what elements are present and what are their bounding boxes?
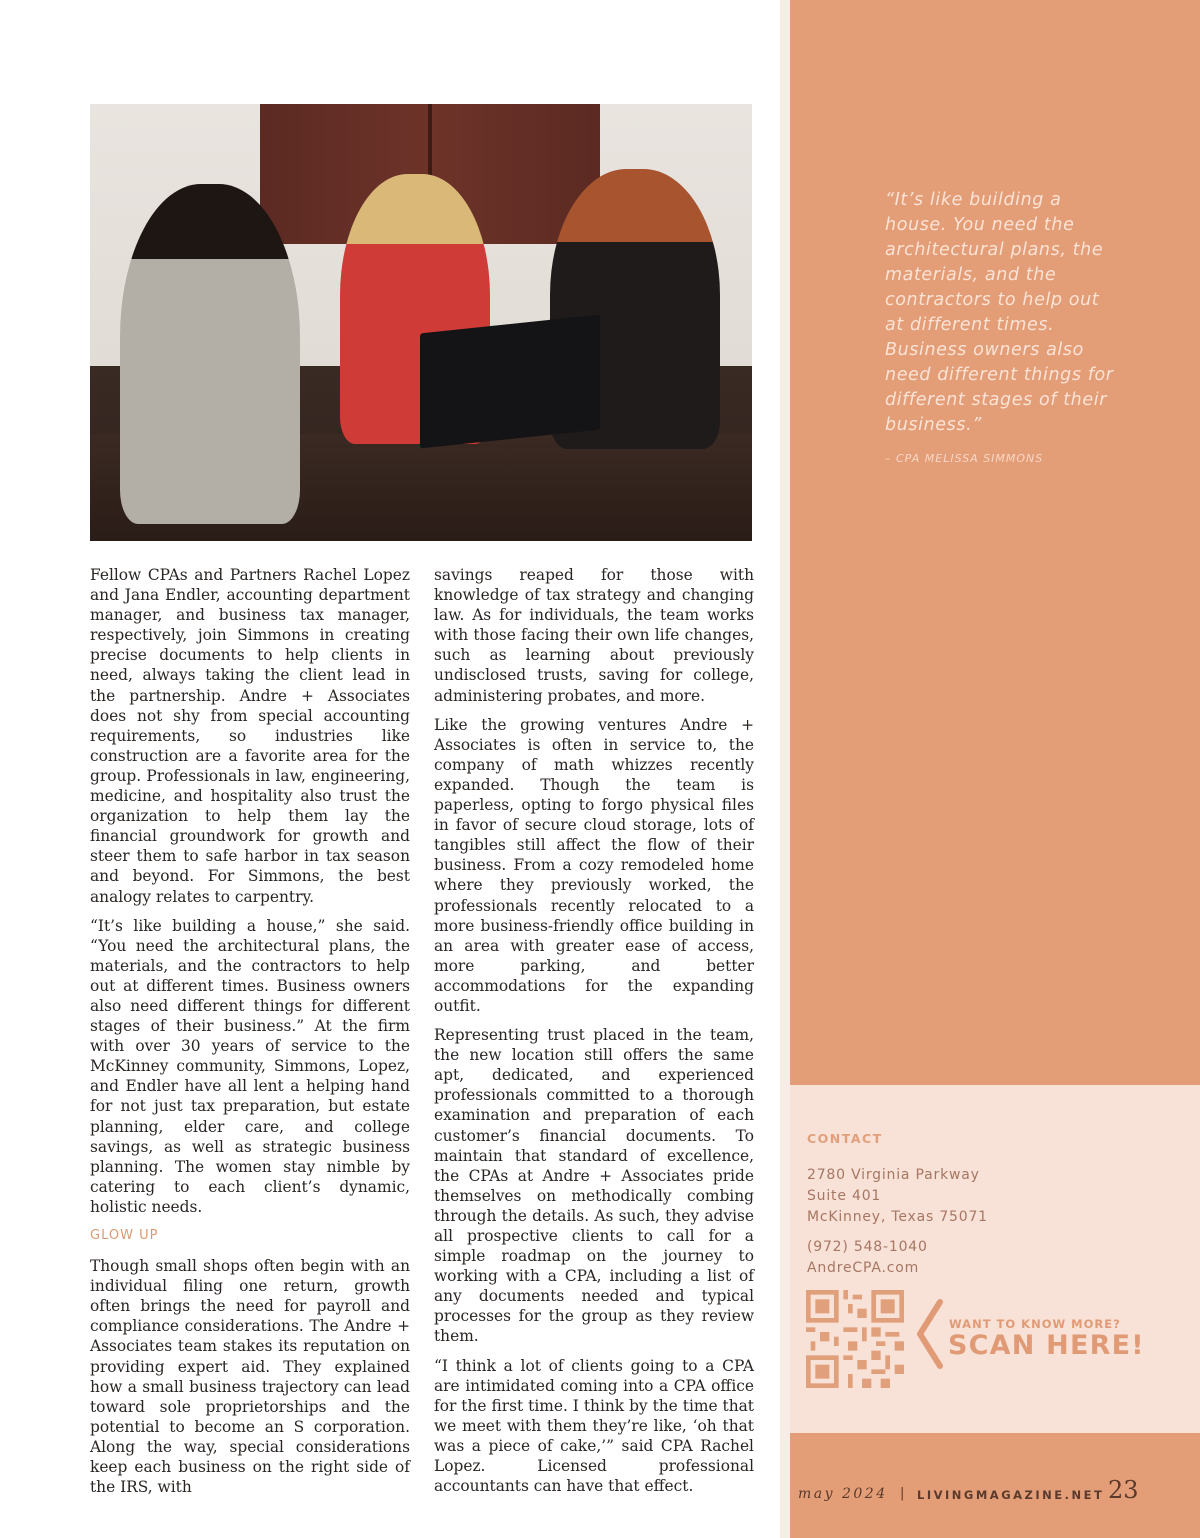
paragraph: Like the growing ventures Andre + Associates is often in service to, the company of math whizzes recently expanded. Though the team is paperless, opting to forgo physical files in favor of secure cloud storage, lots of tangibles still affect the flow of their business. From a cozy remodeled home where they previously worked, the professionals recently relocated to a more business-friendly office building in an area with greater ease of access, more parking, and better accommodations for the expanding outfit. <box>434 715 754 1015</box>
website-link[interactable]: AndreCPA.com <box>807 1260 920 1276</box>
address-line: 2780 Virginia Parkway <box>807 1167 980 1183</box>
address-line: McKinney, Texas 75071 <box>807 1209 988 1225</box>
page-number: 23 <box>1108 1476 1139 1504</box>
paragraph: Representing trust placed in the team, the new location still offers the same apt, dedicated, and experienced professionals committed to a thorough examination and preparation of each customer’s financial documents. To maintain that standard of excellence, the CPAs at Andre + Associates pride themselves on methodically combing through the details. As such, they advise all prospective clients to call for a simple roadmap on the journey to working with a CPA, including a list of any documents needed and typical processes for the group as they review them. <box>434 1026 754 1346</box>
qr-code-icon[interactable] <box>806 1290 904 1388</box>
footer-site[interactable]: LIVINGMAGAZINE.NET <box>917 1488 1105 1502</box>
sidebar-quote-panel <box>790 0 1200 1085</box>
article-column-left <box>90 565 410 1506</box>
pull-quote: “It’s like building a house. You need the architectural plans, the materials, and the contractors to help out at different times. Business owners also need different things for different stages of their business.” <box>885 190 1114 435</box>
photo-person-left <box>120 184 300 524</box>
address-line: Suite 401 <box>807 1188 882 1204</box>
paragraph: savings reaped for those with knowledge of tax strategy and changing law. As for individuals, the team works with those facing their own life changes, such as learning about previously undisclosed trusts, saving for college, administering probates, and more. <box>434 566 754 705</box>
section-subhead: GLOW UP <box>90 1228 159 1243</box>
cta-want-to-know: WANT TO KNOW MORE? <box>949 1317 1121 1331</box>
footer-separator: | <box>900 1486 905 1501</box>
paragraph: Fellow CPAs and Partners Rachel Lopez and Jana Endler, accounting department manager, and business tax manager, respectively, join Simmons in creating precise documents to help clients in need, always taking the client lead in the partnership. Andre + Associates does not shy from special accounting requirements, so industries like construction are a favorite area for the group. Professionals in law, engineering, medicine, and hospitality also trust the organization to help them lay the financial groundwork for growth and steer them to safe harbor in tax season and beyond. For Simmons, the best analogy relates to carpentry. <box>90 566 410 906</box>
article-photo <box>90 104 752 541</box>
photo-laptop <box>420 315 600 449</box>
paragraph: Though small shops often begin with an individual filing one return, growth often brings the need for payroll and compliance considerations. The Andre + Associates team stakes its reputation on providing expert aid. They explained how a small business trajectory can lead toward sole proprietorships and the potential to become an S corporation. Along the way, special considerations keep each business on the right side of the IRS, with <box>90 1257 410 1497</box>
chevron-left-icon <box>912 1298 946 1370</box>
contact-heading: CONTACT <box>807 1131 883 1146</box>
sidebar-gutter <box>780 0 790 1538</box>
paragraph: “It’s like building a house,” she said. “You need the architectural plans, the materials, and the contractors to help out at different times. Business owners also need different things for different stages of their business.” At the firm with over 30 years of service to the McKinney community, Simmons, Lopez, and Endler have all lent a helping hand for not just tax preparation, but estate planning, elder care, and college savings, as well as strategic business planning. The women stay nimble by catering to each client’s dynamic, holistic needs. <box>90 916 410 1216</box>
pull-quote-attribution: – CPA MELISSA SIMMONS <box>885 452 1044 465</box>
phone-number[interactable]: (972) 548-1040 <box>807 1239 928 1255</box>
paragraph: “I think a lot of clients going to a CPA are intimidated coming into a CPA office for the first time. I think by the time that we meet with them they’re like, ‘oh that was a piece of cake,’” said CPA Rachel Lopez. Licensed professional accountants can have that effect. <box>434 1356 754 1496</box>
cta-scan-here: SCAN HERE! <box>948 1330 1145 1361</box>
article-column-right <box>434 565 754 1505</box>
footer-date: may 2024 <box>798 1486 888 1502</box>
contact-details <box>807 1165 988 1279</box>
